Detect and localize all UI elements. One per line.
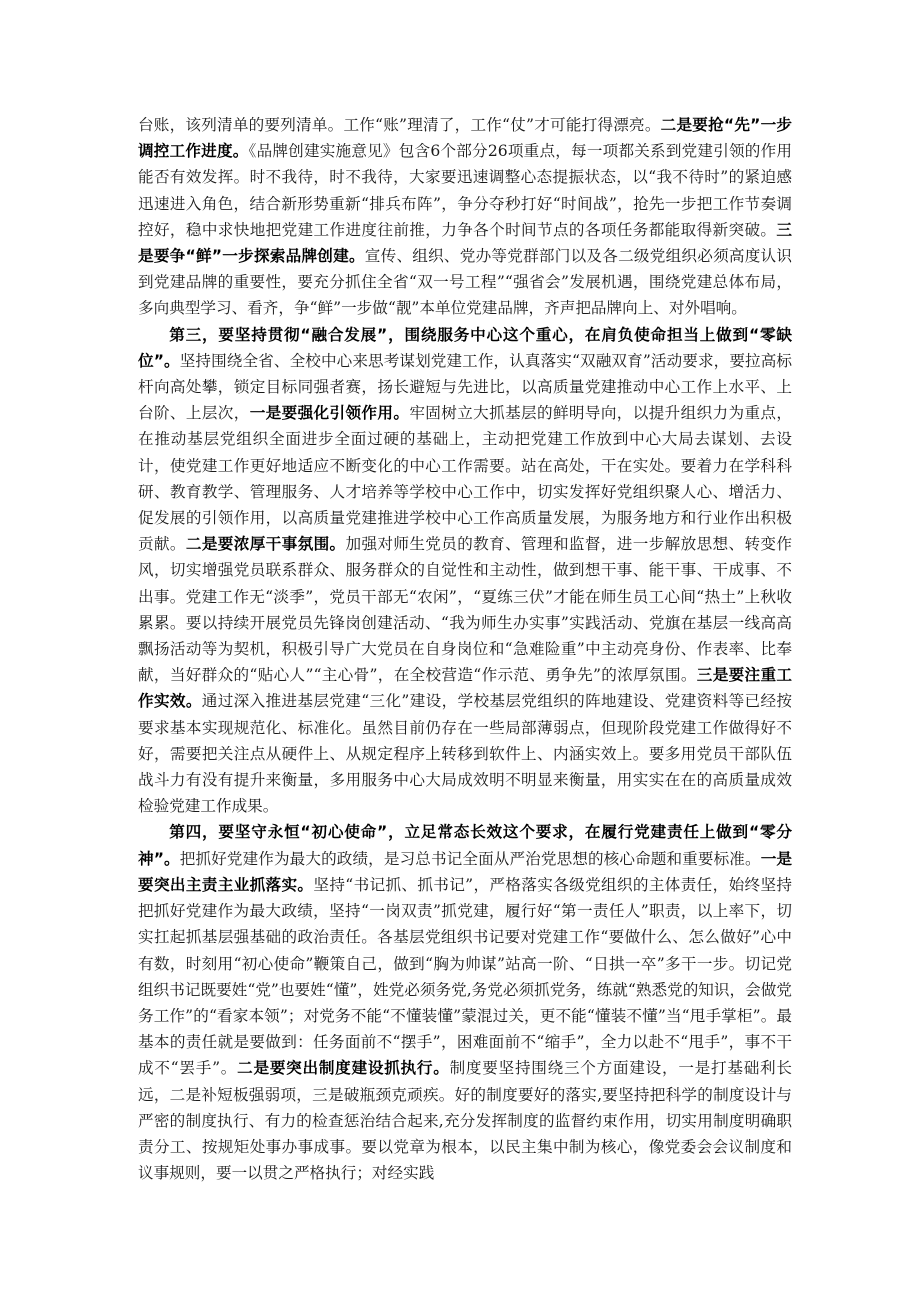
- paragraph-2: [138, 322, 792, 820]
- bold-heading-run: 一是要突出主责主业抓落实。: [138, 849, 792, 894]
- text-run: 台账，该列清单的要列清单。工作“账”理清了，工作“仗”才可能打得漂亮。: [138, 116, 661, 134]
- paragraph-3: [138, 819, 792, 1186]
- bold-heading-run: 二是要抢“先”一步调控工作进度。: [138, 116, 793, 161]
- text-run: 加强对师生党员的教育、管理和监督，进一步解放思想、转变作风，切实增强党员联系群众、服务群众的自觉性和主动性，做到想干事、能干事、干成事、不出事。党建工作无“淡季”，党员干部无“农闲”，“夏练三伏”才能在师生员工心间“热土”上秋收累累。要以持续开展党员先锋岗创建活动、“我为师生办实事”实践活动、党旗在基层一线高高飘扬活动等为契机，积极引导广大党员在自身岗位和“急难险重”中主动亮身份、作表率、比奉献，当好群众的“贴心人”“主心骨”，在全校营造“作示范、勇争先”的浓厚氛围。: [138, 535, 792, 685]
- text-run: 通过深入推进基层党建“三化”建设，学校基层党组织的阵地建设、党建资料等已经按要求基本实现规范化、标准化。虽然目前仍存在一些局部薄弱点，但现阶段党建工作做得好不好，需要把关注点从硬件上、从规定程序上转移到软件上、内涵实效上。要多用党员干部队伍战斗力有没有提升来衡量，多用服务中心大局成效明不明显来衡量，用实实在在的高质量成效检验党建工作成果。: [138, 692, 792, 816]
- document-body: [138, 112, 792, 1186]
- text-run: 制度要坚持围绕三个方面建设，一是打基础利长远，二是补短板强弱项，三是破瓶颈克顽疾。好的制度要好的落实,要坚持把科学的制度设计与严密的制度执行、有力的检查惩治结合起来,充分发挥制度的监督约束作用，切实用制度明确职责分工、按规矩处事办事成事。要以党章为根本，以民主集中制为核心，像党委会会议制度和议事规则，要一以贯之严格执行；对经实践: [138, 1059, 792, 1183]
- section-heading-run: 第四，要坚守永恒“初心使命”，立足常态长效这个要求，在履行党建责任上做到“零分神”。: [138, 823, 792, 868]
- text-run: 坚持“书记抓、抓书记”，严格落实各级党组织的主体责任，始终坚持把抓好党建作为最大政绩，坚持“一岗双责”抓党建，履行好“第一责任人”职责，以上率下，切实扛起抓基层强基础的政治责任。各基层党组织书记要对党建工作“要做什么、怎么做好”心中有数，时刻用“初心使命”鞭策自己，做到“胸为帅谋”站高一阶、“日拱一卒”多干一步。切记党组织书记既要姓“党”也要姓“懂”，姓党必须务党,务党必须抓党务，练就“熟悉党的知识，会做党务工作”的“看家本领”；对党务不能“不懂装懂”蒙混过关，更不能“懂装不懂”当“甩手掌柜”。最基本的责任就是要做到：任务面前不“摆手”，困难面前不“缩手”，全力以赴不“甩手”，事不干成不“罢手”。: [138, 875, 792, 1078]
- text-run: 宣传、组织、党办等党群部门以及各二级党组织必须高度认识到党建品牌的重要性，要充分抓住全省“双一号工程”“强省会”发展机遇，围绕党建总体布局，多向典型学习、看齐，争“鲜”一步做“靓”本单位党建品牌，齐声把品牌向上、对外唱响。: [138, 247, 792, 318]
- section-heading-run: 第三，要坚持贯彻“融合发展”，围绕服务中心这个重心，在肩负使命担当上做到“零缺位”。: [138, 325, 792, 370]
- text-run: 坚持围绕全省、全校中心来思考谋划党建工作，认真落实“双融双育”活动要求，要拉高标杆向高处攀，锁定目标同强者赛，扬长避短与先进比，以高质量党建推动中心工作上水平、上台阶、上层次，: [138, 351, 792, 423]
- bold-heading-run: 二是要浓厚干事氛围。: [185, 535, 346, 554]
- bold-heading-run: 三是要争“鲜”一步探索品牌创建。: [138, 220, 792, 266]
- bold-heading-run: 一是要强化引领作用。: [249, 404, 410, 423]
- text-run: 把抓好党建作为最大的政绩，是习总书记全面从严治党思想的核心命题和重要标准。: [179, 849, 761, 868]
- text-run: 《品牌创建实施意见》包含6个部分26项重点，每一项都关系到党建引领的作用能否有效发挥。时不我待，时不我待，大家要迅速调整心态提振状态，以“我不待时”的紧迫感迅速进入角色，结合新形势重新“排兵布阵”，争分夺秒打好“时间战”，抢先一步把工作节奏调控好，稳中求快地把党建工作进度往前推，力争各个时间节点的各项任务都能取得新突破。: [138, 142, 792, 239]
- paragraph-1: [138, 112, 792, 322]
- bold-heading-run: 二是要突出制度建设抓执行。: [237, 1059, 450, 1078]
- text-run: 牢固树立大抓基层的鲜明导向，以提升组织力为重点，在推动基层党组织全面进步全面过硬的基础上，主动把党建工作放到中心大局去谋划、去设计，使党建工作更好地适应不断变化的中心工作需要。站在高处，干在实处。要着力在学科科研、教育教学、管理服务、人才培养等学校中心工作中，切实发挥好党组织聚人心、增活力、促发展的引领作用，以高质量党建推进学校中心工作高质量发展，为服务地方和行业作出积极贡献。: [138, 404, 792, 554]
- bold-heading-run: 三是要注重工作实效。: [138, 666, 792, 711]
